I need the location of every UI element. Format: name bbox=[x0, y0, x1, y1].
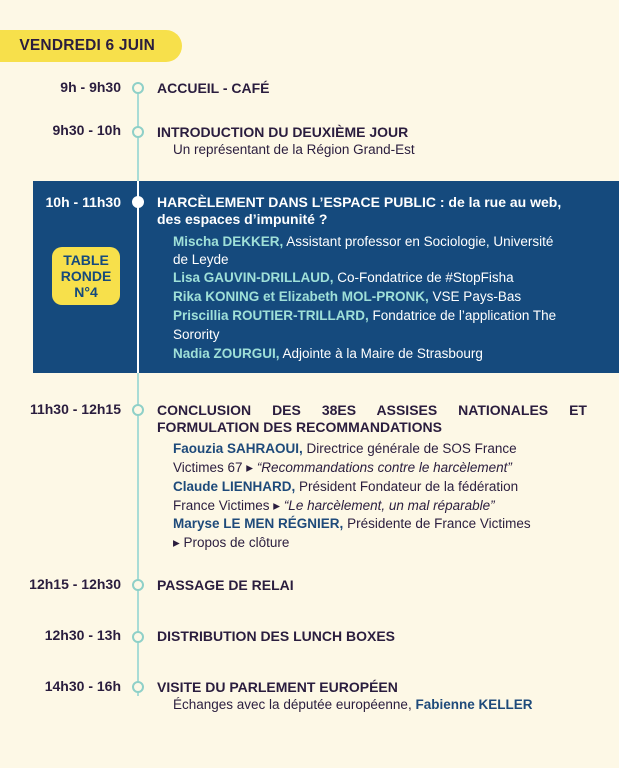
speaker-line bbox=[173, 306, 587, 325]
session-time: 12h15 - 12h30 bbox=[29, 576, 121, 592]
timeline-dot bbox=[132, 404, 144, 416]
speaker-role: Assistant professor en Sociologie, Université bbox=[286, 234, 554, 249]
session-time: 9h30 - 10h bbox=[52, 122, 121, 138]
timeline-dot bbox=[132, 681, 144, 693]
speaker-line bbox=[173, 439, 587, 458]
session-title: INTRODUCTION DU DEUXIÈME JOUR bbox=[157, 124, 409, 140]
speaker-role: Victimes 67 ▸ bbox=[173, 460, 257, 475]
speaker-name: Faouzia SAHRAOUI, bbox=[173, 441, 303, 456]
session-time: 14h30 - 16h bbox=[44, 678, 121, 694]
speaker-line bbox=[173, 477, 587, 496]
session-title: ACCUEIL - CAFÉ bbox=[157, 80, 270, 96]
session-time: 9h - 9h30 bbox=[60, 79, 121, 95]
speaker-name: Nadia ZOURGUI, bbox=[173, 346, 280, 361]
timeline-line bbox=[137, 84, 139, 696]
session-subtitle-text: Échanges avec la députée européenne, bbox=[173, 697, 412, 712]
speaker-role: Co-Fondatrice de #StopFisha bbox=[337, 270, 514, 285]
speaker-line bbox=[173, 287, 587, 306]
session-title: PASSAGE DE RELAI bbox=[157, 577, 294, 593]
speaker-role: Adjointe à la Maire de Strasbourg bbox=[282, 346, 483, 361]
session-time: 12h30 - 13h bbox=[44, 627, 121, 643]
speaker-role: France Victimes ▸ bbox=[173, 498, 284, 513]
session-title: DISTRIBUTION DES LUNCH BOXES bbox=[157, 628, 396, 644]
session-time: 11h30 - 12h15 bbox=[29, 401, 121, 417]
table-ronde-badge bbox=[52, 247, 120, 305]
speaker-role: Présidente de France Victimes bbox=[347, 516, 531, 531]
speaker-line bbox=[173, 232, 587, 251]
session-time: 10h - 11h30 bbox=[45, 194, 121, 210]
speaker-name: Mischa DEKKER, bbox=[173, 234, 284, 249]
speaker-role: Président Fondateur de la fédération bbox=[299, 479, 519, 494]
speaker-role: Sorority bbox=[173, 327, 220, 342]
speaker-role: VSE Pays-Bas bbox=[432, 289, 522, 304]
talk-title: “Recommandations contre le harcèlement” bbox=[256, 460, 512, 475]
timeline-dot bbox=[132, 579, 144, 591]
day-label: VENDREDI 6 JUIN bbox=[19, 37, 155, 54]
speaker-line bbox=[173, 344, 587, 363]
speaker-name: Fabienne KELLER bbox=[415, 697, 533, 712]
speaker-line bbox=[173, 268, 587, 287]
timeline-dot bbox=[132, 126, 144, 138]
speaker-name: Maryse LE MEN RÉGNIER, bbox=[173, 516, 344, 531]
speaker-line bbox=[173, 458, 587, 477]
session-subtitle bbox=[173, 695, 587, 714]
badge-line: N°4 bbox=[74, 284, 98, 300]
speaker-line bbox=[173, 514, 587, 533]
speaker-role: de Leyde bbox=[173, 252, 229, 267]
timeline-dot bbox=[132, 631, 144, 643]
session-title: CONCLUSION DES 38ES ASSISES NATIONALES ET FORMULATION DES RECOMMANDATIONS bbox=[157, 402, 587, 435]
speaker-name: Claude LIENHARD, bbox=[173, 479, 296, 494]
speaker-name: Priscillia ROUTIER-TRILLARD, bbox=[173, 308, 369, 323]
session-title: VISITE DU PARLEMENT EUROPÉEN bbox=[157, 679, 398, 695]
badge-line: RONDE bbox=[60, 268, 112, 284]
talk-title: “Le harcèlement, un mal réparable” bbox=[283, 498, 495, 513]
session-title: HARCÈLEMENT DANS L’ESPACE PUBLIC : de la rue au web, des espaces d’impunité ? bbox=[157, 194, 562, 227]
timeline-line-segment bbox=[137, 181, 139, 373]
timeline-dot bbox=[132, 82, 144, 94]
speaker-line bbox=[173, 496, 587, 515]
speaker-role: Fondatrice de l’application The bbox=[372, 308, 557, 323]
day-header bbox=[0, 30, 182, 62]
speaker-name: Rika KONING et Elizabeth MOL-PRONK, bbox=[173, 289, 429, 304]
timeline-dot bbox=[132, 196, 144, 208]
badge-line: TABLE bbox=[63, 252, 109, 268]
speaker-name: Lisa GAUVIN-DRILLAUD, bbox=[173, 270, 334, 285]
session-subtitle: Un représentant de la Région Grand-Est bbox=[173, 142, 415, 157]
speaker-role: Directrice générale de SOS France bbox=[306, 441, 517, 456]
speaker-role: ▸ Propos de clôture bbox=[173, 535, 290, 550]
